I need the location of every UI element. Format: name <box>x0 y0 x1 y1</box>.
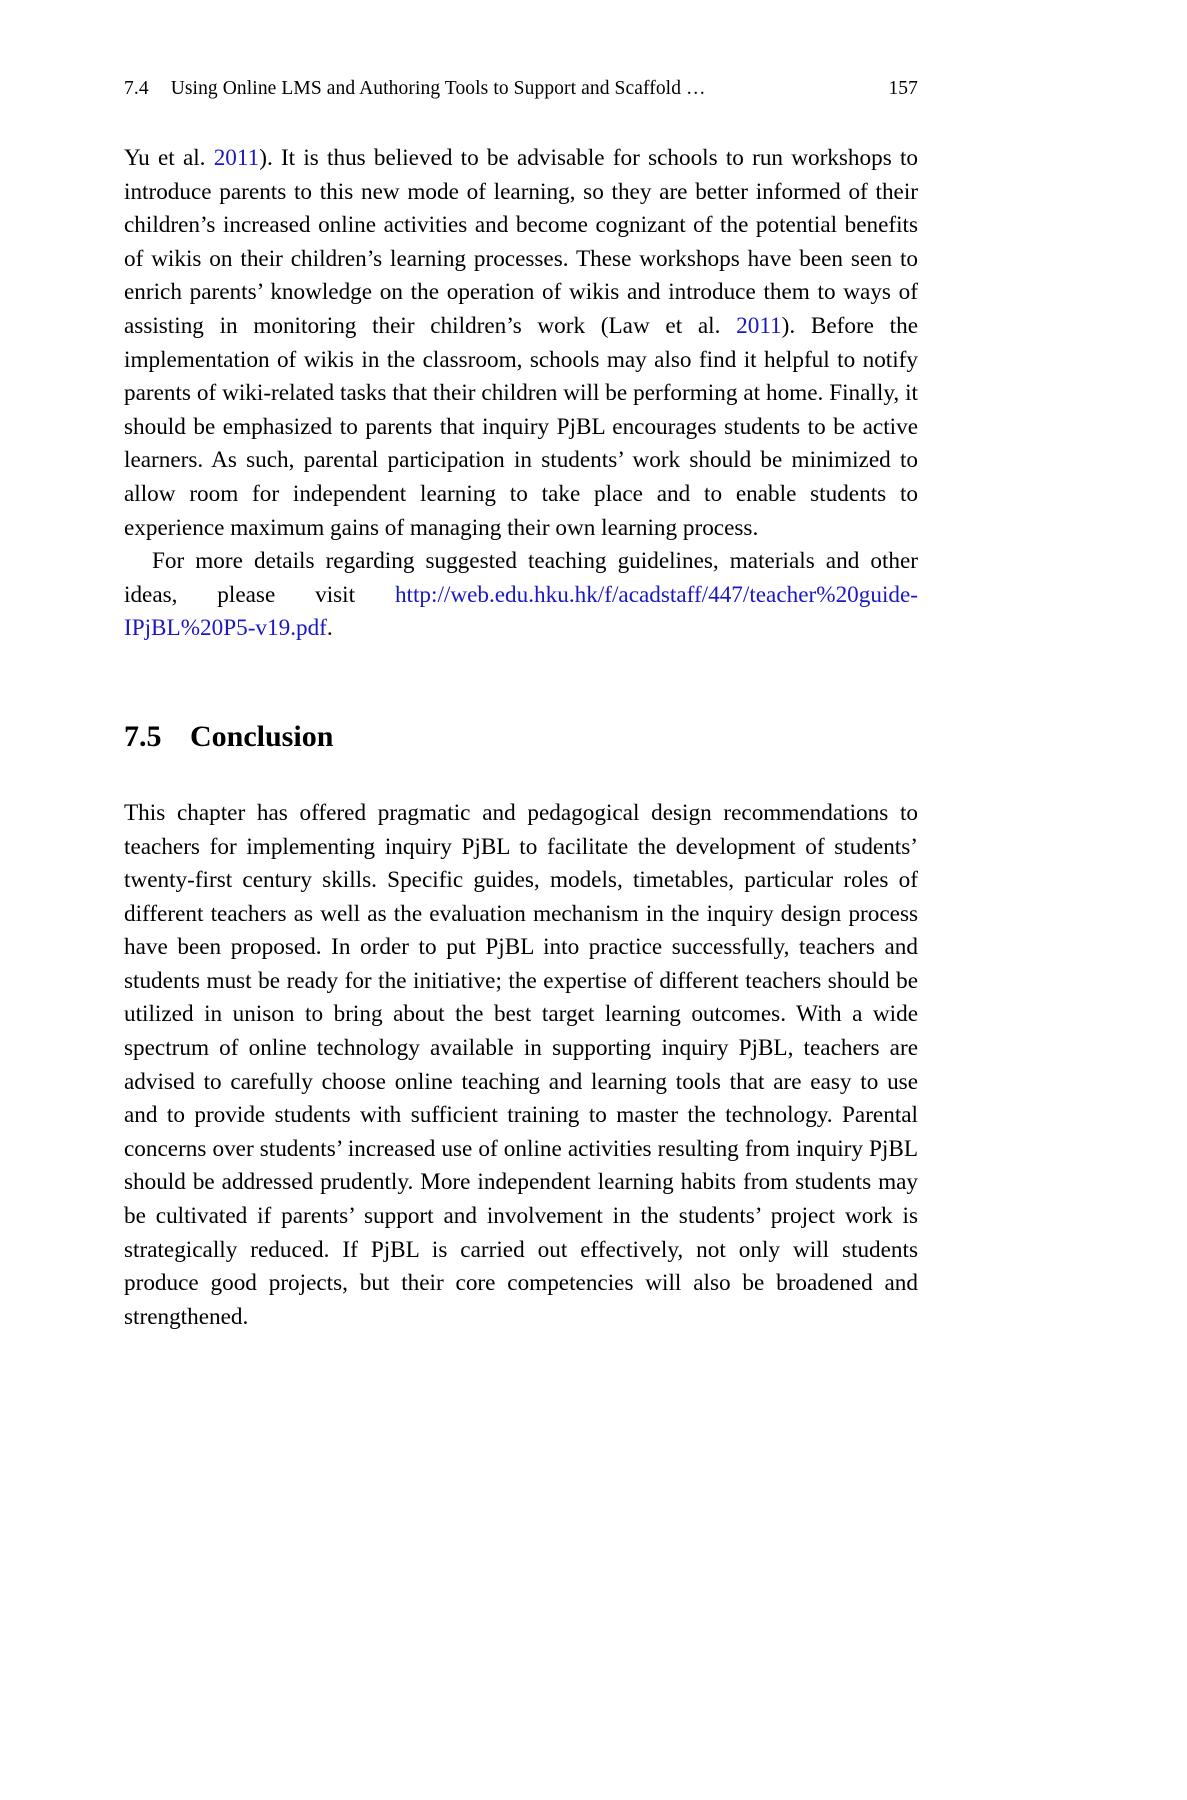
paragraph-lead-text: Yu et al. <box>124 145 214 171</box>
running-head-title: Using Online LMS and Authoring Tools to Support and Scaffold … <box>170 78 706 99</box>
external-url-link-line-2[interactable]: 20P5-v19.pdf <box>200 615 327 642</box>
url-paragraph-lead-text: For more details regarding suggested teaching guidelines, materials and other ideas, please visit <box>124 548 918 608</box>
citation-year-link-2[interactable]: 2011 <box>736 312 782 339</box>
conclusion-paragraph: This chapter has offered pragmatic and pedagogical design recommendations to teachers for implementing inquiry PjBL to facilitate the development of students’ twenty-first century skills. Specific guides, models, timetables, particular roles of different teachers as well as the evaluation mechanism in the inquiry design process have been proposed. In order to put PjBL into practice successfully, teachers and students must be ready for the initiative; the expertise of different teachers should be utilized in unison to bring about the best target learning outcomes. With a wide spectrum of online technology available in supporting inquiry PjBL, teachers are advised to carefully choose online teaching and learning tools that are easy to use and to provide students with sufficient training to master the technology. Parental concerns over students’ increased use of online activities resulting from inquiry PjBL should be addressed prudently. More independent learning habits from students may be cultivated if parents’ support and involvement in the students’ project work is strategically reduced. If PjBL is carried out effectively, not only will students produce good projects, but their core competencies will also be broadened and strengthened. <box>124 799 918 1330</box>
citation-year-link-1[interactable]: 2011 <box>213 145 260 171</box>
page-number: 157 <box>888 78 918 99</box>
body-paragraph-continuation <box>124 142 918 545</box>
section-heading <box>124 720 918 753</box>
running-head-section-number: 7.4 <box>124 78 149 99</box>
section-heading-title: Conclusion <box>190 719 334 753</box>
section-heading-number: 7.5 <box>124 719 162 753</box>
body-paragraph-url <box>124 545 918 646</box>
running-head-left <box>124 78 706 100</box>
paragraph-text-segment-2: ). Before the implementation of wikis in the classroom, schools may also find it helpful to notify parents of wiki-related tasks that their children will be performing at home. Finally, it should be emphasized to parents that inquiry PjBL encourages students to be active learners. As such, parental participation in students’ work should be minimized to allow room for independent learning to take place and to enable students to experience maximum gains of managing their own learning process. <box>124 312 918 541</box>
url-paragraph-trailing-period: . <box>326 615 333 642</box>
running-head <box>124 78 918 100</box>
external-url-link-line-1[interactable]: http://web.edu.hku.hk/f/acadstaff/447/teacher%20guide-IPjBL% <box>124 581 918 642</box>
paragraph-text-segment-1: ). It is thus believed to be advisable for schools to run workshops to introduce parents to this new mode of learning, so they are better informed of their children’s increased online activities and become cognizant of the potential benefits of wikis on their children’s learning processes. These workshops have been seen to enrich parents’ knowledge on the operation of wikis and introduce them to ways of assisting in monitoring their children’s work (Law et al. <box>124 145 918 339</box>
page-content <box>124 78 918 1334</box>
